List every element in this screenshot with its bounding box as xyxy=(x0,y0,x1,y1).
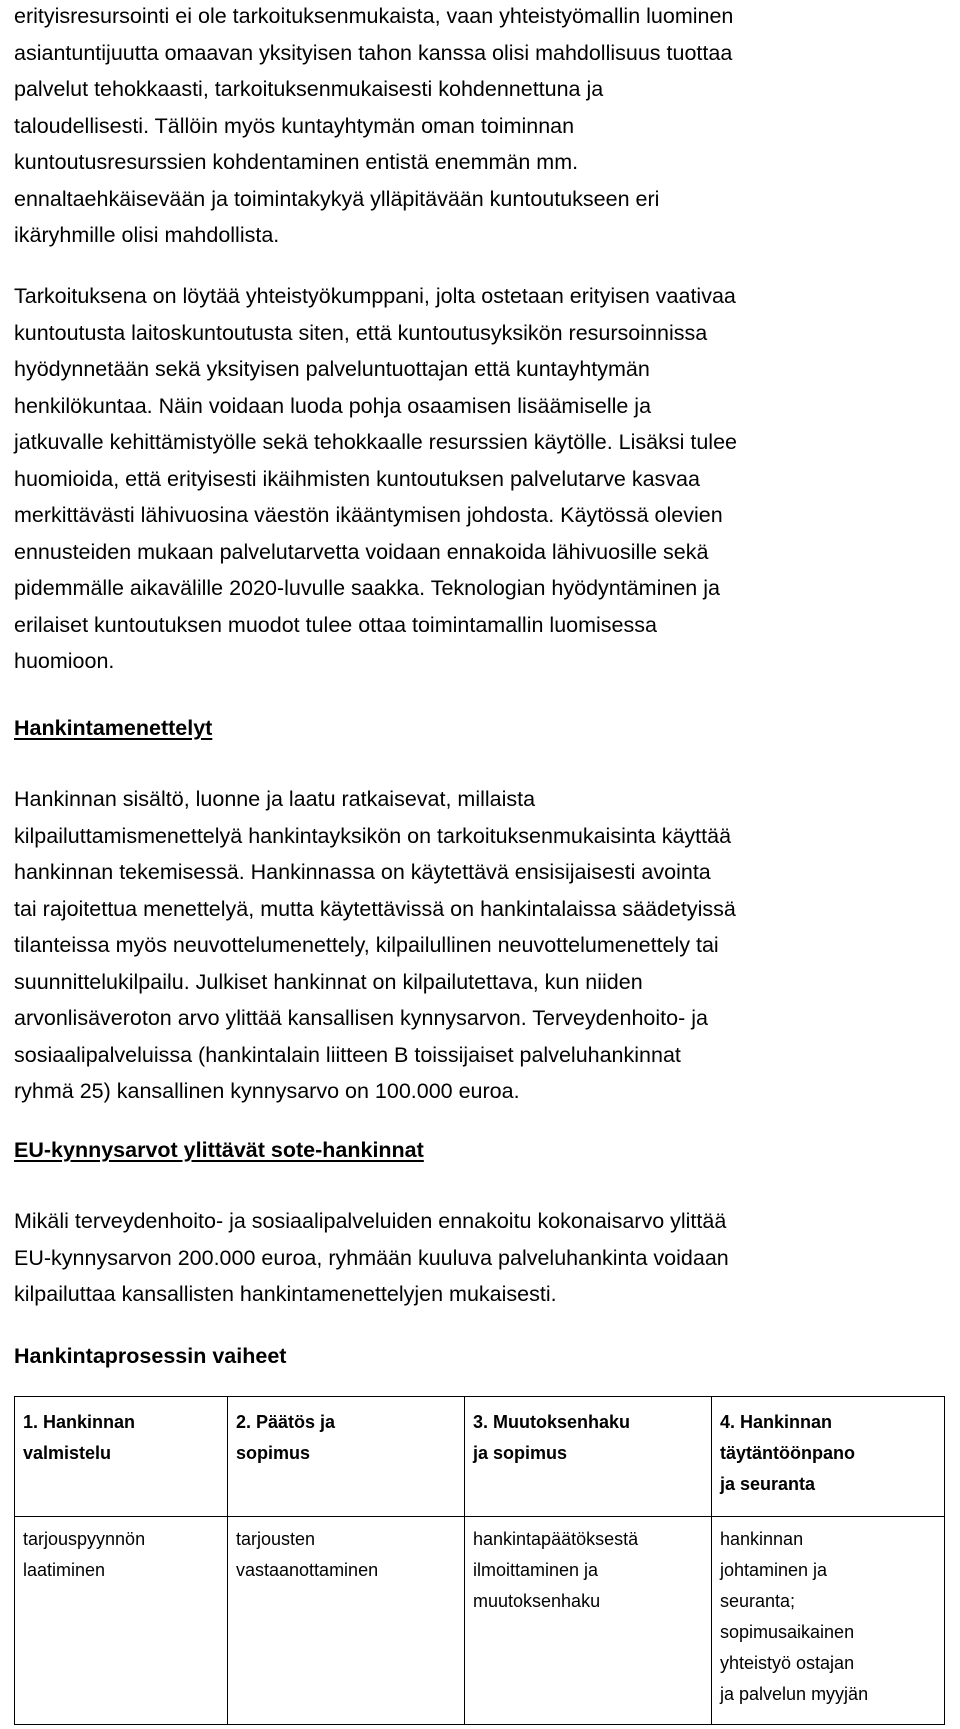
heading-process-phases: Hankintaprosessin vaiheet xyxy=(14,1344,287,1368)
paragraph-eu-thresholds: Mikäli terveydenhoito- ja sosiaalipalveluiden ennakoitu kokonaisarvo ylittää EU-kynnysarvon 200.000 euroa, ryhmään kuuluva palveluhankinta voidaan kilpailuttaa kansallisten hankintamenettelyjen mukaisesti. xyxy=(14,1209,729,1306)
paragraph-procedures: Hankinnan sisältö, luonne ja laatu ratkaisevat, millaista kilpailuttamismenettelyä hankintayksikön on tarkoituksenmukaisinta käyttää hankinnan tekemisessä. Hankinnassa on käytettävä ensisijaisesti avointa tai rajoitettua menettelyä, mutta käytettävissä on hankintalaissa säädetyissä tilanteissa myös neuvottelumenettely, kilpailullinen neuvottelumenettely tai suunnittelukilpailu. Julkiset hankinnat on kilpailutettava, kun niiden arvonlisäveroton arvo ylittää kansallisen kynnysarvon. Terveydenhoito- ja sosiaalipalveluissa (hankintalain liitteen B toissijaiset palveluhankinnat ryhmä 25) kansallinen kynnysarvo on 100.000 euroa. xyxy=(14,787,736,1103)
table-header-cell: 3. Muutoksenhaku ja sopimus xyxy=(465,1397,712,1517)
table-header-cell: 2. Päätös ja sopimus xyxy=(228,1397,465,1517)
table-row xyxy=(15,1517,945,1725)
table-cell: hankintapäätöksestä ilmoittaminen ja muutoksenhaku xyxy=(465,1517,712,1725)
process-phases-table xyxy=(14,1396,945,1725)
table-header-cell: 1. Hankinnan valmistelu xyxy=(15,1397,228,1517)
table-cell: tarjousten vastaanottaminen xyxy=(228,1517,465,1725)
table-cell: hankinnan johtaminen ja seuranta; sopimusaikainen yhteistyö ostajan ja palvelun myyjän xyxy=(712,1517,945,1725)
table-cell: tarjouspyynnön laatiminen xyxy=(15,1517,228,1725)
paragraph-resourcing: erityisresursointi ei ole tarkoituksenmukaista, vaan yhteistyömallin luominen asiantuntijuutta omaavan yksityisen tahon kanssa olisi mahdollisuus tuottaa palvelut tehokkaasti, tarkoituksenmukaisesti kohdennettuna ja taloudellisesti. Tällöin myös kuntayhtymän oman toiminnan kuntoutusresurssien kohdentaminen entistä enemmän mm. ennaltaehkäisevään ja toimintakykyä ylläpitävään kuntoutukseen eri ikäryhmille olisi mahdollista. xyxy=(14,4,734,247)
table-header-row xyxy=(15,1397,945,1517)
heading-eu-thresholds: EU-kynnysarvot ylittävät sote-hankinnat xyxy=(14,1138,424,1162)
table-header-cell: 4. Hankinnan täytäntöönpano ja seuranta xyxy=(712,1397,945,1517)
paragraph-partner: Tarkoituksena on löytää yhteistyökumppani, jolta ostetaan erityisen vaativaa kuntoutusta laitoskuntoutusta siten, että kuntoutusyksikön resursoinnissa hyödynnetään sekä yksityisen palveluntuottajan että kuntayhtymän henkilökuntaa. Näin voidaan luoda pohja osaamisen lisäämiselle ja jatkuvalle kehittämistyölle sekä tehokkaalle resurssien käytölle. Lisäksi tulee huomioida, että erityisesti ikäihmisten kuntoutuksen palvelutarve kasvaa merkittävästi lähivuosina väestön ikääntymisen johdosta. Käytössä olevien ennusteiden mukaan palvelutarvetta voidaan ennakoida lähivuosille sekä pidemmälle aikavälille 2020-luvulle saakka. Teknologian hyödyntäminen ja erilaiset kuntoutuksen muodot tulee ottaa toimintamallin luomisessa huomioon. xyxy=(14,284,737,673)
heading-procedures: Hankintamenettelyt xyxy=(14,716,213,740)
